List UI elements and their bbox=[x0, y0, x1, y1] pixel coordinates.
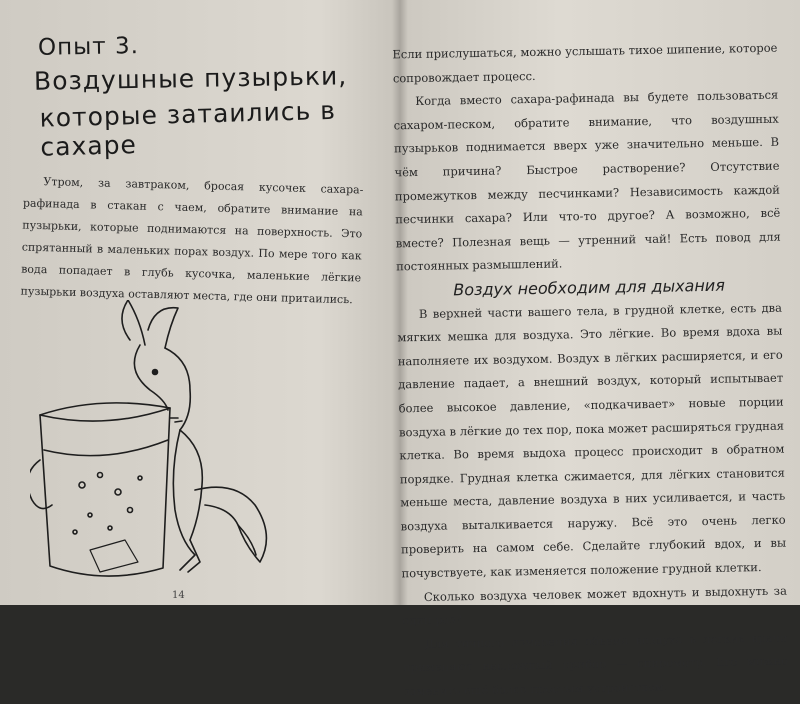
experiment-label: Опыт 3. bbox=[37, 33, 140, 61]
chapter-title-line-1: Воздушные пузырьки, bbox=[33, 61, 348, 96]
paragraph-1: Если прислушаться, можно услышать тихое шипение, которое сопровождает процесс. bbox=[392, 40, 778, 85]
left-body-text bbox=[20, 171, 363, 312]
page-number: 14 bbox=[172, 590, 185, 601]
section-subheading: Воздух необходим для дыхания bbox=[453, 275, 726, 300]
right-body-text bbox=[392, 37, 788, 704]
paragraph-5: Для точного измерения объёма воздуха в лёгких врачи применяют несложный прибор — спирометр. Его можно заменить ещё более простым устройством. bbox=[403, 630, 789, 699]
paragraph-4: Сколько воздуха человек может вдохнуть и выдохнуть за один раз? bbox=[402, 583, 787, 628]
fox-drinking-tea-illustration bbox=[30, 300, 310, 600]
paragraph-2: Когда вместо сахара-рафинада вы будете пользоваться сахаром-песком, обратите внимание, что воздушных пузырьков поднимается вверх уже значительно меньше. В чём причина? Быстрое растворение? Отсутствие промежутков между песчинками? Независимость каждой песчинки сахара? Или что-то другое? А возможно, всё вместе? Полезная вещь — утренний чай! Есть повод для постоянных размышлений. bbox=[393, 87, 781, 274]
right-page bbox=[392, 0, 800, 699]
chapter-title-line-2: которые затаились в сахаре bbox=[39, 95, 337, 162]
left-page bbox=[0, 0, 392, 605]
paragraph-3: В верхней части вашего тела, в грудной клетке, есть два мягких мешка для воздуха. Это лёгкие. Во время вдоха вы наполняете их воздухом. Воздух в лёгких расширяется, и его давление падает, а внешний воздух, который испытывает более высокое давление, «подкачивает» новые порции воздуха в лёгкие до тех пор, пока может расширяться грудная клетка. Во время выдоха процесс происходит в обратном порядке. Грудная клетка сжимается, для лёгких становится меньше места, давление воздуха в них усиливается, и часть воздуха выталкивается наружу. Всё это очень легко проверить на самом себе. Сделайте глубокий вдох, и вы почувствуете, как изменяется положение грудной клетки. bbox=[397, 300, 787, 581]
intro-paragraph: Утром, за завтраком, бросая кусочек сахара-рафинада в стакан с чаем, обратите внимание на пузырьки, которые поднимаются на поверхность. Это спрятанный в маленьких порах воздух. По мере того как вода попадает в глубь кусочка, маленькие лёгкие пузырьки воздуха оставляют места, где они притаились. bbox=[20, 175, 364, 307]
